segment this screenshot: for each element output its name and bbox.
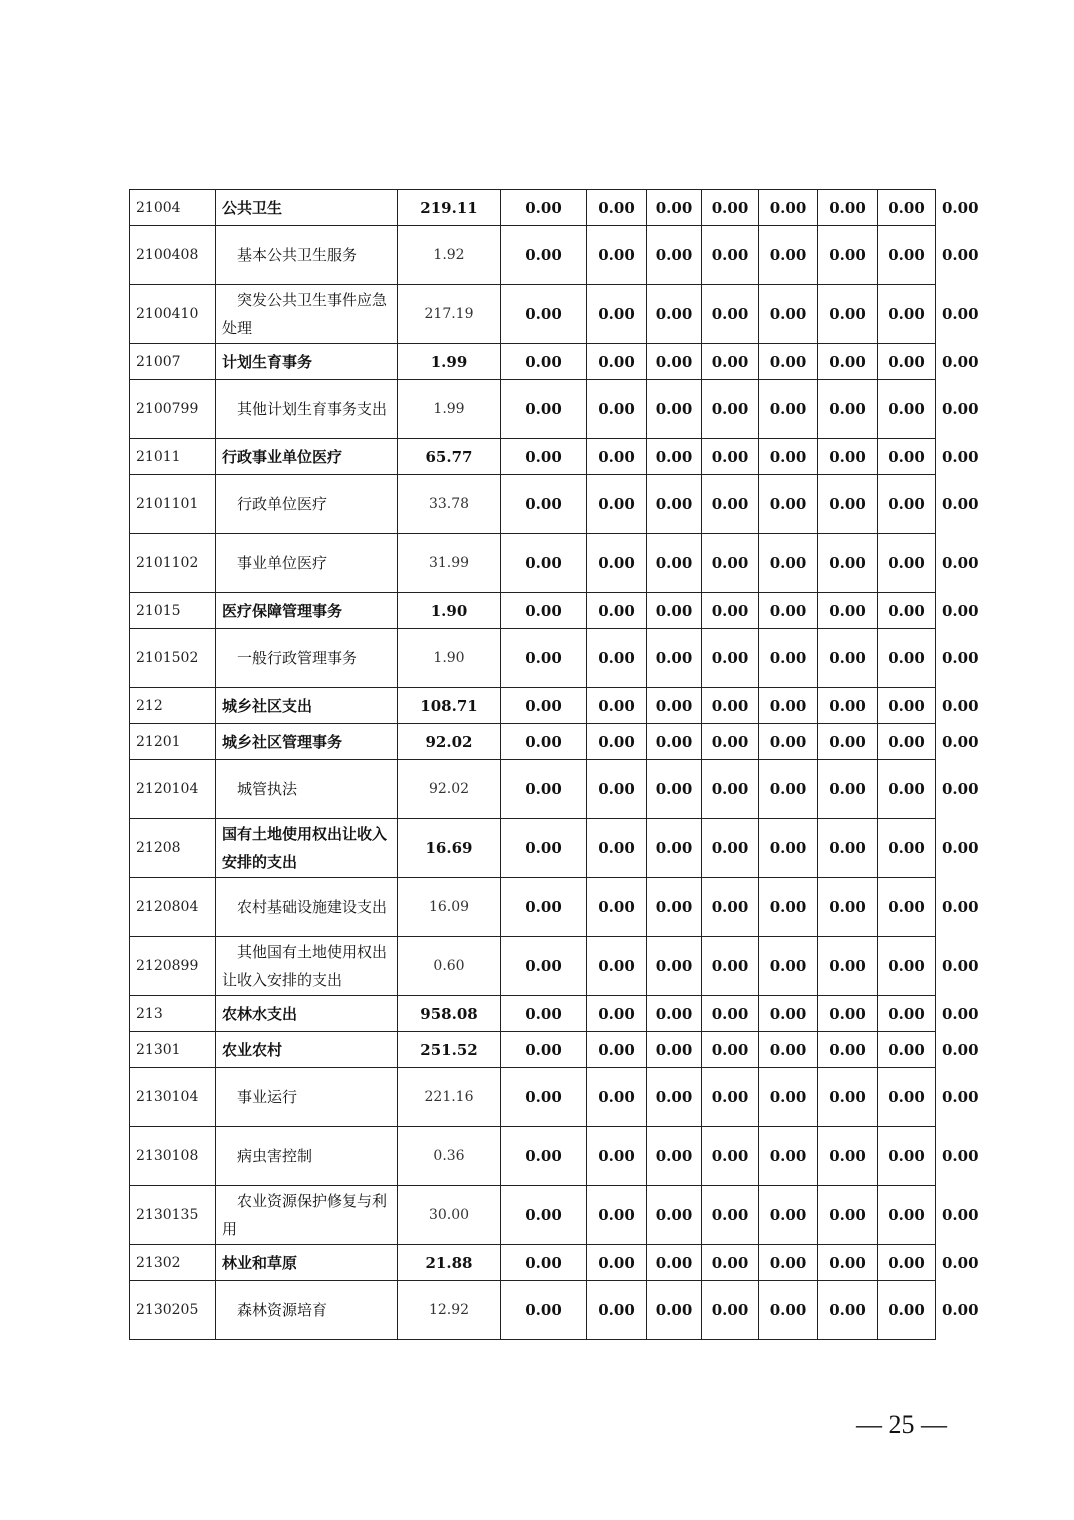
row-value-cell: 0.00	[818, 724, 878, 760]
row-value-cell: 0.00	[878, 439, 936, 475]
row-value-cell: 0.00	[587, 1281, 647, 1340]
row-code: 2120899	[130, 937, 216, 996]
row-name: 其他计划生育事务支出	[216, 380, 398, 439]
table-row: 2130135 农业资源保护修复与利用 30.00 0.00 0.00 0.00 0.00 0.00 0.00 0.00 0.00	[130, 1186, 936, 1245]
row-value-cell: 0.00	[759, 1245, 818, 1281]
row-amount: 16.69	[398, 819, 501, 878]
row-value-cell: 0.00	[878, 1245, 936, 1281]
row-value-cell: 0.00	[647, 593, 702, 629]
row-value-cell: 0.00	[501, 724, 587, 760]
row-amount: 1.99	[398, 344, 501, 380]
row-value-cell: 0.00	[759, 688, 818, 724]
row-value-cell: 0.00	[818, 1127, 878, 1186]
row-value-cell: 0.00	[501, 475, 587, 534]
row-value-cell: 0.00	[818, 1032, 878, 1068]
row-value-cell: 0.00	[647, 475, 702, 534]
row-value-cell: 0.00	[818, 629, 878, 688]
row-value-cell: 0.00	[501, 1186, 587, 1245]
row-value-cell: 0.00	[501, 1032, 587, 1068]
row-value-cell: 0.00	[818, 593, 878, 629]
row-value-cell: 0.00	[501, 1281, 587, 1340]
row-value-cell: 0.00	[759, 226, 818, 285]
row-value-cell: 0.00	[501, 688, 587, 724]
row-amount: 1.92	[398, 226, 501, 285]
row-value-cell: 0.00	[878, 996, 936, 1032]
row-amount: 0.36	[398, 1127, 501, 1186]
row-code: 21004	[130, 190, 216, 226]
row-amount: 219.11	[398, 190, 501, 226]
row-code: 2130104	[130, 1068, 216, 1127]
row-value-cell: 0.00	[702, 878, 759, 937]
row-value-cell: 0.00	[647, 190, 702, 226]
table-row: 21302 林业和草原 21.88 0.00 0.00 0.00 0.00 0.00 0.00 0.00 0.00	[130, 1245, 936, 1281]
row-value-cell: 0.00	[702, 1186, 759, 1245]
row-value-cell: 0.00	[759, 1186, 818, 1245]
row-value-cell: 0.00	[587, 996, 647, 1032]
row-value-cell: 0.00	[587, 1186, 647, 1245]
row-amount: 217.19	[398, 285, 501, 344]
row-value-cell: 0.00	[759, 344, 818, 380]
row-amount: 1.99	[398, 380, 501, 439]
table-row: 2100408 基本公共卫生服务 1.92 0.00 0.00 0.00 0.00 0.00 0.00 0.00 0.00	[130, 226, 936, 285]
row-code: 2100408	[130, 226, 216, 285]
row-amount: 0.60	[398, 937, 501, 996]
row-name: 农业农村	[216, 1032, 398, 1068]
row-value-cell: 0.00	[702, 1127, 759, 1186]
row-value-cell: 0.00	[501, 629, 587, 688]
row-value-cell: 0.00	[647, 629, 702, 688]
row-value-cell: 0.00	[818, 439, 878, 475]
row-name: 计划生育事务	[216, 344, 398, 380]
row-value-cell: 0.00	[878, 475, 936, 534]
table-row: 2100410 突发公共卫生事件应急处理 217.19 0.00 0.00 0.00 0.00 0.00 0.00 0.00 0.00	[130, 285, 936, 344]
row-value-cell: 0.00	[587, 688, 647, 724]
row-value-cell: 0.00	[818, 760, 878, 819]
row-value-cell: 0.00	[759, 380, 818, 439]
table-row: 21007 计划生育事务 1.99 0.00 0.00 0.00 0.00 0.00 0.00 0.00 0.00	[130, 344, 936, 380]
row-value-cell: 0.00	[587, 285, 647, 344]
row-value-cell: 0.00	[647, 724, 702, 760]
row-value-cell: 0.00	[759, 190, 818, 226]
row-value-cell: 0.00	[759, 819, 818, 878]
row-amount: 1.90	[398, 629, 501, 688]
row-value-cell: 0.00	[501, 760, 587, 819]
row-name: 一般行政管理事务	[216, 629, 398, 688]
row-value-cell: 0.00	[587, 724, 647, 760]
row-value-cell: 0.00	[878, 1281, 936, 1340]
row-value-cell: 0.00	[501, 344, 587, 380]
row-code: 212	[130, 688, 216, 724]
row-value-cell: 0.00	[818, 475, 878, 534]
row-code: 2101102	[130, 534, 216, 593]
row-code: 21007	[130, 344, 216, 380]
row-value-cell: 0.00	[878, 534, 936, 593]
row-value-cell: 0.00	[759, 629, 818, 688]
row-value-cell: 0.00	[759, 1281, 818, 1340]
row-value-cell: 0.00	[818, 1186, 878, 1245]
row-code: 21208	[130, 819, 216, 878]
row-name: 其他国有土地使用权出让收入安排的支出	[216, 937, 398, 996]
row-value-cell: 0.00	[702, 593, 759, 629]
row-name: 森林资源培育	[216, 1281, 398, 1340]
row-value-cell: 0.00	[818, 1281, 878, 1340]
row-value-cell: 0.00	[878, 285, 936, 344]
table-row: 2120804 农村基础设施建设支出 16.09 0.00 0.00 0.00 0.00 0.00 0.00 0.00 0.00	[130, 878, 936, 937]
row-value-cell: 0.00	[878, 629, 936, 688]
row-value-cell: 0.00	[501, 534, 587, 593]
row-value-cell: 0.00	[647, 380, 702, 439]
row-value-cell: 0.00	[702, 285, 759, 344]
row-value-cell: 0.00	[702, 1032, 759, 1068]
row-value-cell: 0.00	[702, 724, 759, 760]
row-value-cell: 0.00	[818, 996, 878, 1032]
row-value-cell: 0.00	[759, 534, 818, 593]
row-code: 2101101	[130, 475, 216, 534]
row-value-cell: 0.00	[878, 688, 936, 724]
row-value-cell: 0.00	[702, 380, 759, 439]
row-value-cell: 0.00	[878, 1032, 936, 1068]
row-name: 城管执法	[216, 760, 398, 819]
row-value-cell: 0.00	[702, 475, 759, 534]
row-value-cell: 0.00	[587, 1032, 647, 1068]
row-value-cell: 0.00	[878, 1127, 936, 1186]
row-value-cell: 0.00	[759, 724, 818, 760]
row-value-cell: 0.00	[647, 937, 702, 996]
row-value-cell: 0.00	[818, 688, 878, 724]
table-row: 21301 农业农村 251.52 0.00 0.00 0.00 0.00 0.00 0.00 0.00 0.00	[130, 1032, 936, 1068]
row-code: 21302	[130, 1245, 216, 1281]
row-amount: 12.92	[398, 1281, 501, 1340]
row-value-cell: 0.00	[587, 190, 647, 226]
row-value-cell: 0.00	[818, 819, 878, 878]
row-value-cell: 0.00	[587, 534, 647, 593]
row-value-cell: 0.00	[818, 937, 878, 996]
row-code: 2101502	[130, 629, 216, 688]
row-value-cell: 0.00	[501, 819, 587, 878]
table-row: 2130205 森林资源培育 12.92 0.00 0.00 0.00 0.00 0.00 0.00 0.00 0.00	[130, 1281, 936, 1340]
row-value-cell: 0.00	[759, 760, 818, 819]
row-amount: 16.09	[398, 878, 501, 937]
row-value-cell: 0.00	[647, 534, 702, 593]
table-row: 2120104 城管执法 92.02 0.00 0.00 0.00 0.00 0.00 0.00 0.00 0.00	[130, 760, 936, 819]
row-value-cell: 0.00	[759, 1032, 818, 1068]
page-number: — 25 —	[856, 1410, 947, 1439]
row-value-cell: 0.00	[878, 226, 936, 285]
row-value-cell: 0.00	[587, 760, 647, 819]
table-row: 213 农林水支出 958.08 0.00 0.00 0.00 0.00 0.00 0.00 0.00 0.00	[130, 996, 936, 1032]
row-value-cell: 0.00	[587, 380, 647, 439]
row-code: 213	[130, 996, 216, 1032]
row-value-cell: 0.00	[587, 878, 647, 937]
row-value-cell: 0.00	[702, 629, 759, 688]
row-name: 公共卫生	[216, 190, 398, 226]
row-code: 2130135	[130, 1186, 216, 1245]
row-value-cell: 0.00	[587, 1245, 647, 1281]
row-value-cell: 0.00	[587, 937, 647, 996]
row-amount: 33.78	[398, 475, 501, 534]
row-code: 2120104	[130, 760, 216, 819]
row-value-cell: 0.00	[501, 1127, 587, 1186]
row-value-cell: 0.00	[501, 1068, 587, 1127]
row-value-cell: 0.00	[501, 593, 587, 629]
row-value-cell: 0.00	[702, 1245, 759, 1281]
row-name: 事业运行	[216, 1068, 398, 1127]
row-amount: 958.08	[398, 996, 501, 1032]
budget-table	[129, 189, 979, 1340]
row-amount: 92.02	[398, 724, 501, 760]
row-code: 2100410	[130, 285, 216, 344]
row-value-cell: 0.00	[647, 1186, 702, 1245]
row-value-cell: 0.00	[878, 593, 936, 629]
row-value-cell: 0.00	[647, 1068, 702, 1127]
table-row: 21011 行政事业单位医疗 65.77 0.00 0.00 0.00 0.00 0.00 0.00 0.00 0.00	[130, 439, 936, 475]
row-value-cell: 0.00	[878, 1068, 936, 1127]
row-value-cell: 0.00	[702, 1281, 759, 1340]
row-value-cell: 0.00	[501, 996, 587, 1032]
row-value-cell: 0.00	[818, 226, 878, 285]
row-name: 城乡社区支出	[216, 688, 398, 724]
row-value-cell: 0.00	[818, 380, 878, 439]
table-row: 2100799 其他计划生育事务支出 1.99 0.00 0.00 0.00 0.00 0.00 0.00 0.00 0.00	[130, 380, 936, 439]
row-value-cell: 0.00	[759, 996, 818, 1032]
row-code: 2130205	[130, 1281, 216, 1340]
row-name: 城乡社区管理事务	[216, 724, 398, 760]
row-value-cell: 0.00	[587, 439, 647, 475]
row-value-cell: 0.00	[501, 439, 587, 475]
row-value-cell: 0.00	[818, 344, 878, 380]
row-value-cell: 0.00	[759, 593, 818, 629]
row-value-cell: 0.00	[878, 344, 936, 380]
row-value-cell: 0.00	[702, 688, 759, 724]
row-value-cell: 0.00	[878, 878, 936, 937]
row-value-cell: 0.00	[818, 534, 878, 593]
row-value-cell: 0.00	[587, 226, 647, 285]
row-value-cell: 0.00	[702, 226, 759, 285]
row-value-cell: 0.00	[702, 819, 759, 878]
row-value-cell: 0.00	[647, 688, 702, 724]
row-name: 国有土地使用权出让收入安排的支出	[216, 819, 398, 878]
row-value-cell: 0.00	[501, 226, 587, 285]
row-name: 医疗保障管理事务	[216, 593, 398, 629]
row-value-cell: 0.00	[878, 819, 936, 878]
row-value-cell: 0.00	[818, 1068, 878, 1127]
row-value-cell: 0.00	[818, 285, 878, 344]
row-code: 21011	[130, 439, 216, 475]
row-value-cell: 0.00	[702, 439, 759, 475]
table-row: 2120899 其他国有土地使用权出让收入安排的支出 0.60 0.00 0.00 0.00 0.00 0.00 0.00 0.00 0.00	[130, 937, 936, 996]
row-amount: 21.88	[398, 1245, 501, 1281]
table-row: 21004 公共卫生 219.11 0.00 0.00 0.00 0.00 0.00 0.00 0.00 0.00	[130, 190, 936, 226]
row-code: 2130108	[130, 1127, 216, 1186]
row-name: 农业资源保护修复与利用	[216, 1186, 398, 1245]
row-value-cell: 0.00	[878, 190, 936, 226]
row-value-cell: 0.00	[818, 1245, 878, 1281]
row-value-cell: 0.00	[647, 996, 702, 1032]
row-value-cell: 0.00	[587, 475, 647, 534]
row-value-cell: 0.00	[759, 285, 818, 344]
row-code: 2120804	[130, 878, 216, 937]
table-row: 2101101 行政单位医疗 33.78 0.00 0.00 0.00 0.00 0.00 0.00 0.00 0.00	[130, 475, 936, 534]
row-value-cell: 0.00	[647, 819, 702, 878]
row-value-cell: 0.00	[647, 1281, 702, 1340]
row-name: 事业单位医疗	[216, 534, 398, 593]
row-amount: 1.90	[398, 593, 501, 629]
row-value-cell: 0.00	[759, 475, 818, 534]
row-amount: 108.71	[398, 688, 501, 724]
row-value-cell: 0.00	[647, 226, 702, 285]
row-code: 2100799	[130, 380, 216, 439]
row-value-cell: 0.00	[759, 439, 818, 475]
row-value-cell: 0.00	[647, 285, 702, 344]
row-value-cell: 0.00	[702, 937, 759, 996]
row-name: 基本公共卫生服务	[216, 226, 398, 285]
row-value-cell: 0.00	[587, 1068, 647, 1127]
row-value-cell: 0.00	[702, 760, 759, 819]
row-name: 突发公共卫生事件应急处理	[216, 285, 398, 344]
row-value-cell: 0.00	[587, 819, 647, 878]
row-value-cell: 0.00	[702, 344, 759, 380]
row-value-cell: 0.00	[501, 190, 587, 226]
row-value-cell: 0.00	[878, 760, 936, 819]
row-value-cell: 0.00	[818, 190, 878, 226]
row-code: 21301	[130, 1032, 216, 1068]
table-row: 2101502 一般行政管理事务 1.90 0.00 0.00 0.00 0.00 0.00 0.00 0.00 0.00	[130, 629, 936, 688]
row-value-cell: 0.00	[759, 937, 818, 996]
row-value-cell: 0.00	[647, 1245, 702, 1281]
row-value-cell: 0.00	[759, 1127, 818, 1186]
table-row: 21015 医疗保障管理事务 1.90 0.00 0.00 0.00 0.00 0.00 0.00 0.00 0.00	[130, 593, 936, 629]
row-amount: 31.99	[398, 534, 501, 593]
row-value-cell: 0.00	[501, 937, 587, 996]
row-value-cell: 0.00	[878, 380, 936, 439]
row-value-cell: 0.00	[501, 285, 587, 344]
table-row: 21201 城乡社区管理事务 92.02 0.00 0.00 0.00 0.00 0.00 0.00 0.00 0.00	[130, 724, 936, 760]
row-value-cell: 0.00	[501, 1245, 587, 1281]
row-value-cell: 0.00	[759, 878, 818, 937]
row-value-cell: 0.00	[647, 1127, 702, 1186]
row-value-cell: 0.00	[878, 937, 936, 996]
table-row: 2130104 事业运行 221.16 0.00 0.00 0.00 0.00 0.00 0.00 0.00 0.00	[130, 1068, 936, 1127]
row-value-cell: 0.00	[878, 724, 936, 760]
row-value-cell: 0.00	[647, 1032, 702, 1068]
table-row: 2130108 病虫害控制 0.36 0.00 0.00 0.00 0.00 0.00 0.00 0.00 0.00	[130, 1127, 936, 1186]
row-name: 农林水支出	[216, 996, 398, 1032]
row-value-cell: 0.00	[818, 878, 878, 937]
row-amount: 251.52	[398, 1032, 501, 1068]
row-name: 行政事业单位医疗	[216, 439, 398, 475]
row-value-cell: 0.00	[702, 1068, 759, 1127]
row-value-cell: 0.00	[501, 878, 587, 937]
row-value-cell: 0.00	[647, 344, 702, 380]
row-value-cell: 0.00	[587, 344, 647, 380]
row-value-cell: 0.00	[587, 593, 647, 629]
row-value-cell: 0.00	[702, 996, 759, 1032]
row-value-cell: 0.00	[702, 534, 759, 593]
row-value-cell: 0.00	[647, 439, 702, 475]
row-value-cell: 0.00	[587, 1127, 647, 1186]
row-name: 病虫害控制	[216, 1127, 398, 1186]
row-code: 21201	[130, 724, 216, 760]
row-code: 21015	[130, 593, 216, 629]
row-value-cell: 0.00	[647, 878, 702, 937]
row-value-cell: 0.00	[878, 1186, 936, 1245]
row-value-cell: 0.00	[759, 1068, 818, 1127]
row-amount: 30.00	[398, 1186, 501, 1245]
row-value-cell: 0.00	[647, 760, 702, 819]
row-name: 行政单位医疗	[216, 475, 398, 534]
row-value-cell: 0.00	[501, 380, 587, 439]
row-name: 农村基础设施建设支出	[216, 878, 398, 937]
row-amount: 92.02	[398, 760, 501, 819]
table-body	[130, 190, 979, 1340]
row-name: 林业和草原	[216, 1245, 398, 1281]
table-row: 21208 国有土地使用权出让收入安排的支出 16.69 0.00 0.00 0.00 0.00 0.00 0.00 0.00 0.00	[130, 819, 936, 878]
table-row: 2101102 事业单位医疗 31.99 0.00 0.00 0.00 0.00 0.00 0.00 0.00 0.00	[130, 534, 936, 593]
row-value-cell: 0.00	[702, 190, 759, 226]
row-amount: 65.77	[398, 439, 501, 475]
row-value-cell: 0.00	[587, 629, 647, 688]
row-amount: 221.16	[398, 1068, 501, 1127]
table-row: 212 城乡社区支出 108.71 0.00 0.00 0.00 0.00 0.00 0.00 0.00 0.00	[130, 688, 936, 724]
